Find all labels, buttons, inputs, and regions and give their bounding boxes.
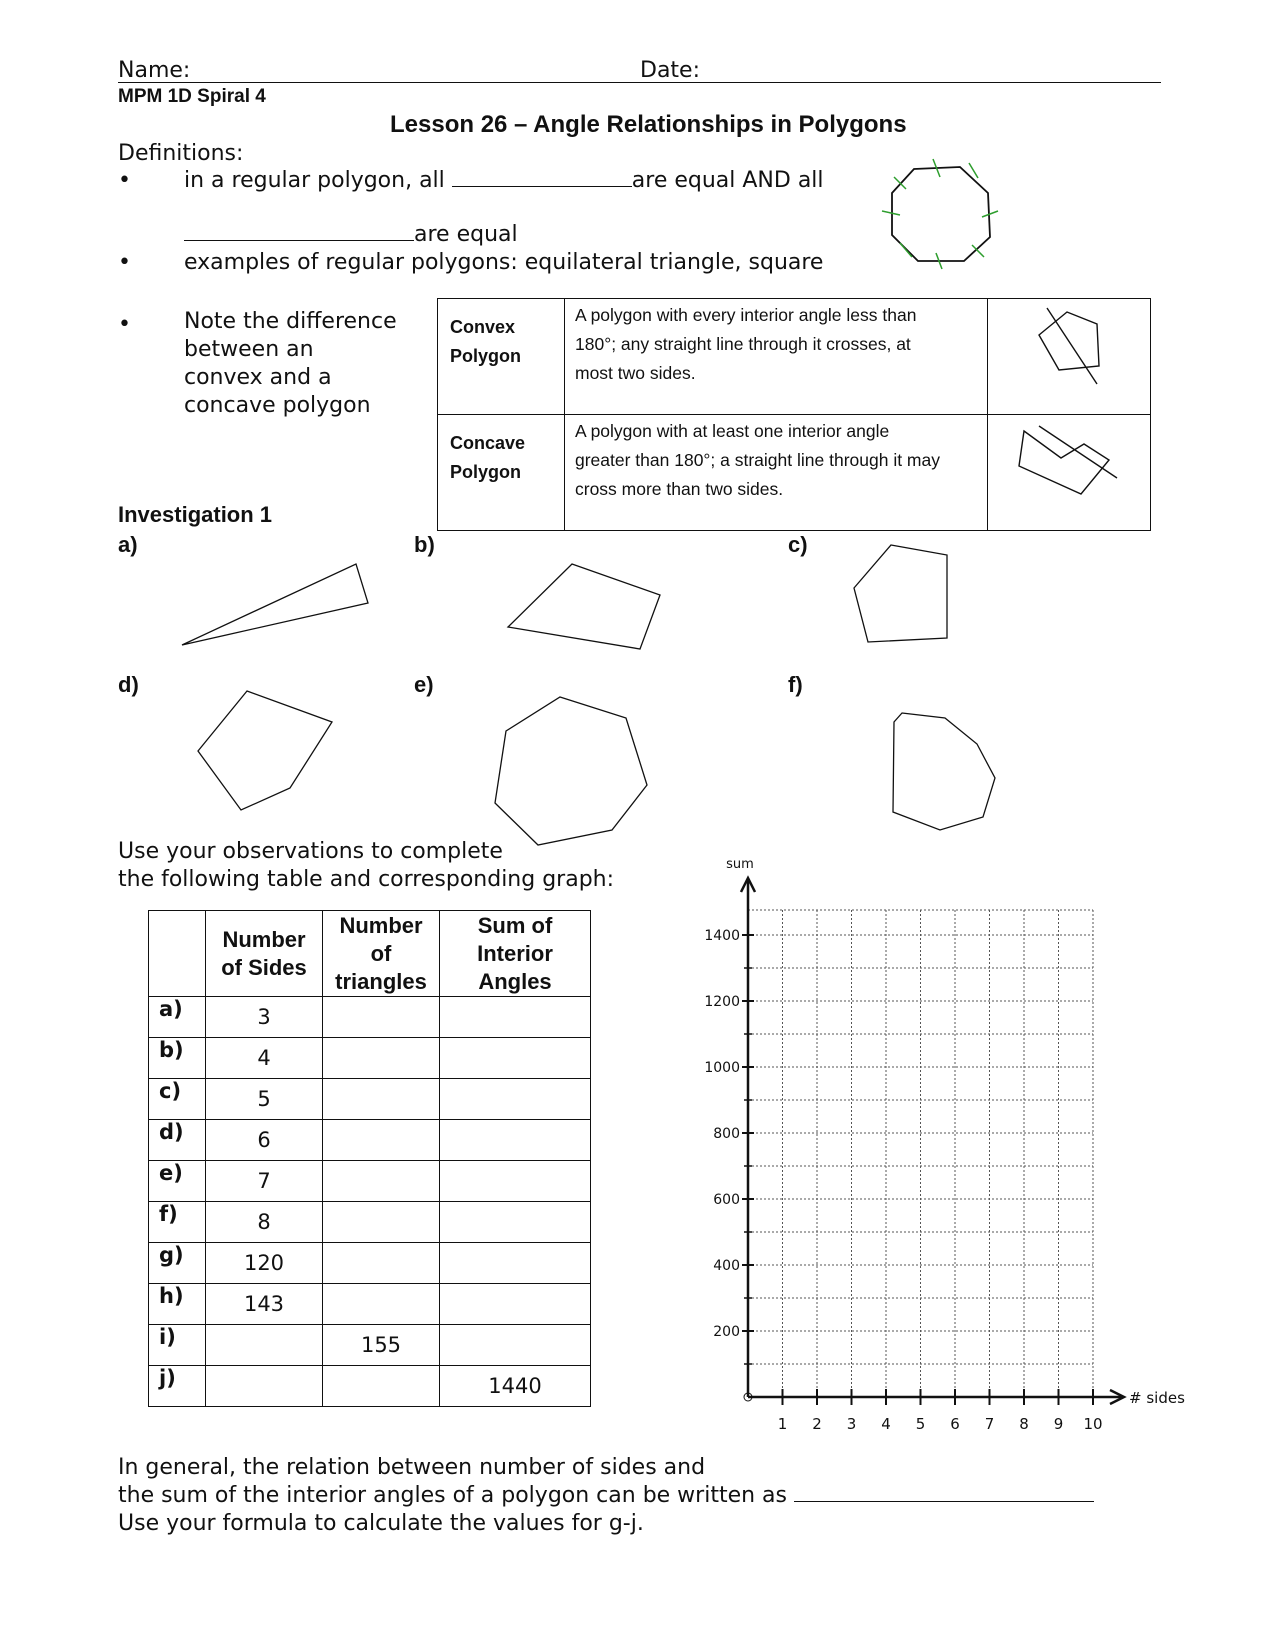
- table-row: [149, 1284, 591, 1325]
- sum-cell[interactable]: [440, 1284, 591, 1325]
- y-tick-label: 1000: [704, 1060, 740, 1076]
- x-tick-label: 4: [881, 1415, 891, 1433]
- row-label: j): [149, 1366, 206, 1407]
- y-tick-label: 1200: [704, 994, 740, 1010]
- x-tick-label: 5: [915, 1415, 926, 1433]
- convex-concave-note: Note the difference between an convex and a concave polygon: [184, 309, 397, 418]
- table-row: [149, 1366, 591, 1407]
- shape-c-pentagon: [854, 545, 947, 642]
- sides-cell[interactable]: 4: [206, 1038, 323, 1079]
- x-tick-label: 10: [1083, 1415, 1103, 1433]
- shape-label-d: d): [118, 672, 139, 697]
- row-label: g): [149, 1243, 206, 1284]
- sum-cell[interactable]: [440, 1243, 591, 1284]
- definition-regular-polygon: in a regular polygon, all are equal AND all: [184, 168, 824, 193]
- sides-cell[interactable]: 5: [206, 1079, 323, 1120]
- table-row: [149, 1202, 591, 1243]
- sides-cell[interactable]: 143: [206, 1284, 323, 1325]
- table-row: [149, 1243, 591, 1284]
- x-tick-label: 7: [984, 1415, 995, 1433]
- triangles-cell[interactable]: [323, 1366, 440, 1407]
- table-row: [149, 1038, 591, 1079]
- triangles-cell[interactable]: [323, 1202, 440, 1243]
- page-title: Lesson 26 – Angle Relationships in Polygons: [390, 111, 907, 138]
- triangles-cell[interactable]: [323, 1284, 440, 1325]
- course-code: MPM 1D Spiral 4: [118, 86, 266, 107]
- row-label: i): [149, 1325, 206, 1366]
- x-axis-label: # sides: [1129, 1389, 1185, 1407]
- triangles-cell[interactable]: [323, 1038, 440, 1079]
- y-tick-label: 200: [713, 1324, 740, 1340]
- table-row: [149, 1161, 591, 1202]
- triangles-cell[interactable]: [323, 1243, 440, 1284]
- sum-vs-sides-graph: [700, 850, 1200, 1450]
- table-row: [149, 997, 591, 1038]
- x-tick-label: 3: [846, 1415, 857, 1433]
- definition-regular-polygon-cont: are equal: [184, 222, 518, 247]
- shape-label-f: f): [788, 672, 803, 697]
- x-tick-label: 6: [950, 1415, 960, 1433]
- sides-cell[interactable]: 8: [206, 1202, 323, 1243]
- sides-cell[interactable]: 6: [206, 1120, 323, 1161]
- shape-f-octagon: [893, 713, 995, 830]
- table-row: [149, 1325, 591, 1366]
- date-label: Date:: [640, 58, 700, 83]
- triangles-cell[interactable]: 155: [323, 1325, 440, 1366]
- shape-d-hexagon: [198, 691, 332, 810]
- row-label: b): [149, 1038, 206, 1079]
- x-tick-label: 2: [812, 1415, 822, 1433]
- sides-cell[interactable]: 7: [206, 1161, 323, 1202]
- investigation-heading: Investigation 1: [118, 502, 273, 527]
- shape-e-heptagon: [495, 697, 647, 845]
- row-label: a): [149, 997, 206, 1038]
- formula-blank[interactable]: [794, 1501, 1094, 1502]
- row-label: e): [149, 1161, 206, 1202]
- y-axis-label: sum: [726, 857, 754, 872]
- definitions-heading: Definitions:: [118, 141, 244, 166]
- y-tick-label: 400: [713, 1258, 740, 1274]
- shape-label-c: c): [788, 532, 808, 557]
- convex-description: A polygon with every interior angle less than 180°; any straight line through it crosses, at most two sides.: [565, 299, 988, 415]
- shape-b-quadrilateral: [508, 564, 660, 649]
- header-number-of-triangles: Number of triangles: [323, 911, 440, 997]
- regular-polygon-examples: examples of regular polygons: equilateral triangle, square: [184, 250, 824, 275]
- sides-cell[interactable]: 120: [206, 1243, 323, 1284]
- sides-cell[interactable]: [206, 1366, 323, 1407]
- corner-cell: [149, 911, 206, 997]
- header-number-of-sides: Number of Sides: [206, 911, 323, 997]
- triangles-cell[interactable]: [323, 1079, 440, 1120]
- shape-label-b: b): [414, 532, 435, 557]
- concave-description: A polygon with at least one interior angle greater than 180°; a straight line through it may cross more than two sides.: [565, 415, 988, 531]
- x-tick-label: 8: [1019, 1415, 1029, 1433]
- sum-cell[interactable]: [440, 1325, 591, 1366]
- table-row: [149, 1079, 591, 1120]
- sum-cell[interactable]: [440, 1161, 591, 1202]
- sum-cell[interactable]: [440, 1202, 591, 1243]
- sum-cell[interactable]: [440, 1038, 591, 1079]
- triangles-cell[interactable]: [323, 997, 440, 1038]
- triangles-cell[interactable]: [323, 1161, 440, 1202]
- table-header-row: [149, 911, 591, 997]
- sum-cell[interactable]: [440, 997, 591, 1038]
- table-row: [149, 1120, 591, 1161]
- triangles-cell[interactable]: [323, 1120, 440, 1161]
- sum-cell[interactable]: [440, 1079, 591, 1120]
- y-tick-label: 1400: [704, 928, 740, 944]
- table-instructions: Use your observations to complete the following table and corresponding graph:: [118, 839, 615, 892]
- shape-label-e: e): [414, 672, 434, 697]
- convex-name: Convex Polygon: [438, 299, 565, 415]
- shape-label-a: a): [118, 532, 138, 557]
- row-label: d): [149, 1120, 206, 1161]
- bullet-3: •: [118, 312, 131, 337]
- sides-cell[interactable]: 3: [206, 997, 323, 1038]
- shape-a-triangle: [182, 564, 368, 645]
- y-tick-label: 800: [713, 1126, 740, 1142]
- sum-cell[interactable]: 1440: [440, 1366, 591, 1407]
- y-tick-label: 600: [713, 1192, 740, 1208]
- bullet-2: •: [118, 250, 131, 275]
- concave-name: Concave Polygon: [438, 415, 565, 531]
- sides-cell[interactable]: [206, 1325, 323, 1366]
- sum-cell[interactable]: [440, 1120, 591, 1161]
- conclusion-text: In general, the relation between number of sides and the sum of the interior angles of a polygon can be written as Use your formula to calculate the values for g-j.: [118, 1454, 1094, 1538]
- x-tick-label: 1: [777, 1415, 788, 1433]
- header-sum-interior-angles: Sum of Interior Angles: [440, 911, 591, 997]
- row-label: f): [149, 1202, 206, 1243]
- bullet-1: •: [118, 168, 131, 193]
- row-label: h): [149, 1284, 206, 1325]
- name-label: Name:: [118, 58, 191, 83]
- x-tick-label: 9: [1053, 1415, 1064, 1433]
- row-label: c): [149, 1079, 206, 1120]
- sides-triangles-angles-table: [148, 910, 591, 1407]
